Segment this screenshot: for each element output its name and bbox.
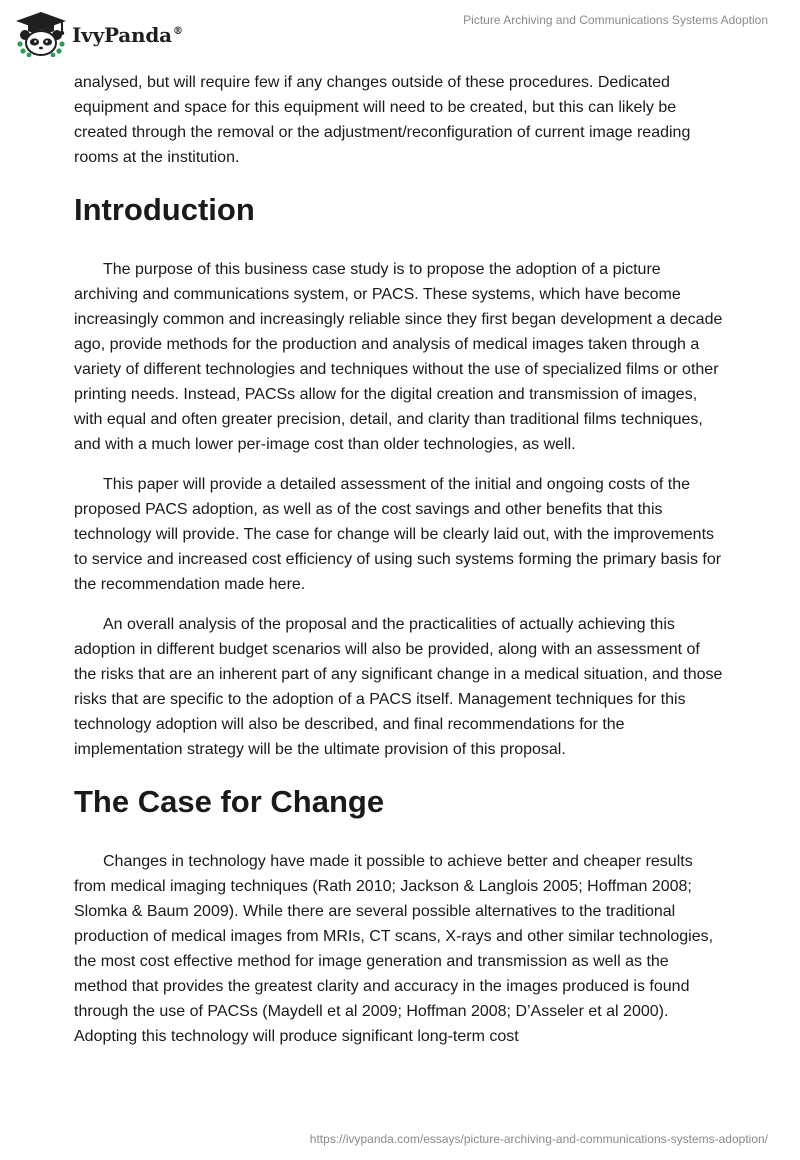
registered-mark: ®: [172, 26, 183, 38]
paragraph: The purpose of this business case study is to propose the adoption of a picture archiving and communications system, or PACS. These systems, which have become increasingly common and increasingly reliable since they first began development a decade ago, provide methods for the production and analysis of medical images taken through a variety of different technologies and techniques without the use of specialized films or other printing needs. Instead, PACSs allow for the digital creation and transmission of images, with equal and often greater precision, detail, and clarity than traditional films techniques, and with a much lower per-image cost than older technologies, as well.: [74, 261, 723, 453]
paragraph: This paper will provide a detailed assessment of the initial and ongoing costs of the proposed PACS adoption, as well as of the cost savings and other benefits that this technology will provide. The case for change will be clearly laid out, with the improvements to service and increased cost efficiency of using such systems forming the primary basis for the recommendation made here.: [74, 476, 722, 593]
continued-paragraph: analysed, but will require few if any changes outside of these procedures. Dedicated equipment and space for this equipment will need to be created, but this can likely be created through the removal or the adjustment/reconfiguration of current image reading rooms at the institution.: [74, 74, 691, 166]
section-heading-introduction: Introduction: [74, 192, 255, 227]
paragraph: An overall analysis of the proposal and the practicalities of actually achieving this adoption in different budget scenarios will also be provided, along with an assessment of the risks that are an inherent part of any significant change in a medical situation, and those risks that are specific to the adoption of a PACS itself. Management techniques for this technology adoption will also be described, and final recommendations for the implementation strategy will be the ultimate provision of this proposal.: [74, 616, 723, 758]
running-title: Picture Archiving and Communications Systems Adoption: [463, 13, 768, 27]
page-header: [0, 0, 800, 70]
section-heading-case-for-change: The Case for Change: [74, 784, 385, 819]
source-url[interactable]: https://ivypanda.com/essays/picture-archiving-and-communications-systems-adoption/: [309, 1132, 768, 1146]
paragraph: Changes in technology have made it possible to achieve better and cheaper results from medical imaging techniques (Rath 2010; Jackson & Langlois 2005; Hoffman 2008; Slomka & Baum 2009). While there are several possible alternatives to the traditional production of medical images from MRIs, CT scans, X-rays and other similar technologies, the most cost effective method for image generation and transmission as well as the method that provides the greatest clarity and accuracy in the images produced is found through the use of PACSs (Maydell et al 2009; Hoffman 2008; D’Asseler et al 2000). Adopting this technology will produce significant long-term cost: [74, 853, 714, 1045]
essay-body: [74, 70, 726, 1064]
brand-name: IvyPanda®: [72, 23, 183, 47]
ivypanda-logo[interactable]: [14, 8, 183, 60]
panda-graduate-logo-icon: [14, 11, 68, 57]
